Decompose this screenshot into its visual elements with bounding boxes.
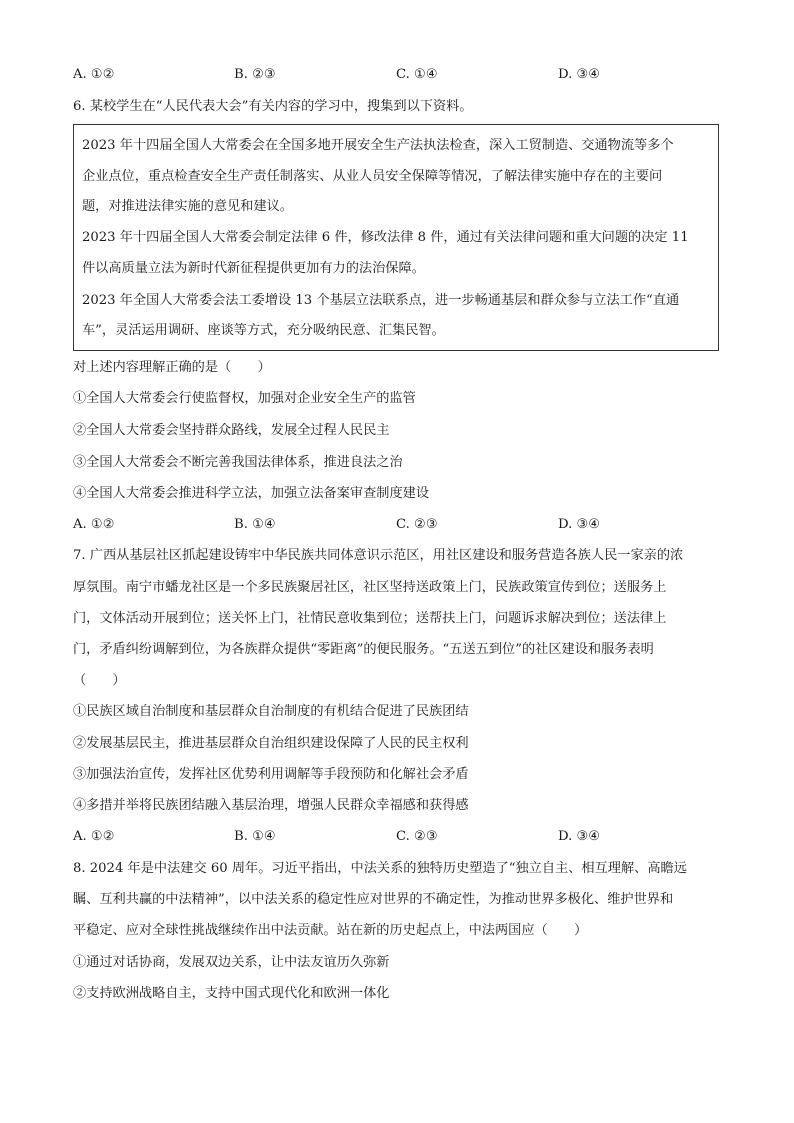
q5-option-c[interactable]: C. ①④ [396, 67, 438, 82]
q6-material-line: 企业点位，重点检查安全生产责任制落实、从业人员安全保障等情况，了解法律实施中存在的主要问 [82, 169, 663, 184]
q6-options [73, 515, 733, 535]
q5-option-b[interactable]: B. ②③ [234, 67, 276, 82]
q5-option-d[interactable]: D. ③④ [558, 67, 601, 82]
q6-item-3: ③全国人大常委会不断完善我国法律体系，推进良法之治 [73, 455, 403, 470]
q7-stem-line: 7. 广西从基层社区抓起建设铸牢中华民族共同体意识示范区，用社区建设和服务营造各族人民一家亲的浓 [73, 548, 684, 563]
q8-item-1: ①通过对话协商，发展双边关系，让中法友谊历久弥新 [73, 955, 390, 970]
q6-material-line: 2023 年十四届全国人大常委会制定法律 6 件，修改法律 8 件，通过有关法律问题和重大问题的决定 11 [82, 230, 689, 245]
q6-option-b[interactable]: B. ①④ [234, 517, 276, 532]
q6-item-4: ④全国人大常委会推进科学立法，加强立法备案审查制度建设 [73, 486, 430, 501]
q6-option-c[interactable]: C. ②③ [396, 517, 438, 532]
q8-stem-line: 瞩、互利共赢的中法精神”，以中法关系的稳定性应对世界的不确定性，为推动世界多极化、维护世界和 [73, 892, 674, 907]
q5-option-a[interactable]: A. ①② [73, 67, 115, 82]
q7-options [73, 827, 733, 847]
q6-material-line: 车”，灵活运用调研、座谈等方式，充分吸纳民意、汇集民智。 [82, 323, 445, 338]
q6-question: 对上述内容理解正确的是（ ） [73, 360, 271, 375]
q7-item-2: ②发展基层民主，推进基层群众自治组织建设保障了人民的民主权利 [73, 736, 469, 751]
q6-material-line: 题，对推进法律实施的意见和建议。 [82, 199, 293, 214]
q6-option-a[interactable]: A. ①② [73, 517, 115, 532]
q7-item-3: ③加强法治宣传，发挥社区优势利用调解等手段预防和化解社会矛盾 [73, 767, 469, 782]
q6-material-line: 2023 年全国人大常委会法工委增设 13 个基层立法联系点，进一步畅通基层和群众参与立法工作“直通 [82, 293, 680, 308]
q8-item-2: ②支持欧洲战略自主，支持中国式现代化和欧洲一体化 [73, 986, 390, 1001]
q7-option-a[interactable]: A. ①② [73, 829, 115, 844]
q7-option-b[interactable]: B. ①④ [234, 829, 276, 844]
q7-stem-line: 门，矛盾纠纷调解到位，为各族群众提供“零距离”的便民服务。“五送五到位”的社区建设和服务表明 [73, 642, 654, 657]
q7-stem-line: 厚氛围。南宁市蟠龙社区是一个多民族聚居社区，社区坚持送政策上门，民族政策宣传到位；送服务上 [73, 580, 667, 595]
q5-options [73, 65, 733, 85]
q8-stem-line: 8. 2024 年是中法建交 60 周年。习近平指出，中法关系的独特历史塑造了“独立自主、相互理解、高瞻远 [73, 861, 687, 876]
q6-stem: 6. 某校学生在“人民代表大会”有关内容的学习中，搜集到以下资料。 [73, 99, 473, 114]
q6-material-line: 2023 年十四届全国人大常委会在全国多地开展安全生产法执法检查，深入工贸制造、交通物流等多个 [82, 138, 674, 153]
q6-material-box [73, 124, 719, 351]
q7-option-c[interactable]: C. ②③ [396, 829, 438, 844]
q7-item-4: ④多措并举将民族团结融入基层治理，增强人民群众幸福感和获得感 [73, 798, 469, 813]
q6-item-2: ②全国人大常委会坚持群众路线，发展全过程人民民主 [73, 423, 390, 438]
q6-option-d[interactable]: D. ③④ [558, 517, 601, 532]
q7-option-d[interactable]: D. ③④ [558, 829, 601, 844]
q7-stem-line: （ ） [73, 673, 126, 688]
q6-item-1: ①全国人大常委会行使监督权，加强对企业安全生产的监管 [73, 391, 416, 406]
q7-item-1: ①民族区域自治制度和基层群众自治制度的有机结合促进了民族团结 [73, 704, 469, 719]
q6-material-line: 件以高质量立法为新时代新征程提供更加有力的法治保障。 [82, 261, 425, 276]
q7-stem-line: 门，文体活动开展到位；送关怀上门，社情民意收集到位；送帮扶上门，问题诉求解决到位；送法律上 [73, 611, 667, 626]
q8-stem-line: 平稳定、应对全球性挑战继续作出中法贡献。站在新的历史起点上，中法两国应（ ） [73, 923, 588, 938]
